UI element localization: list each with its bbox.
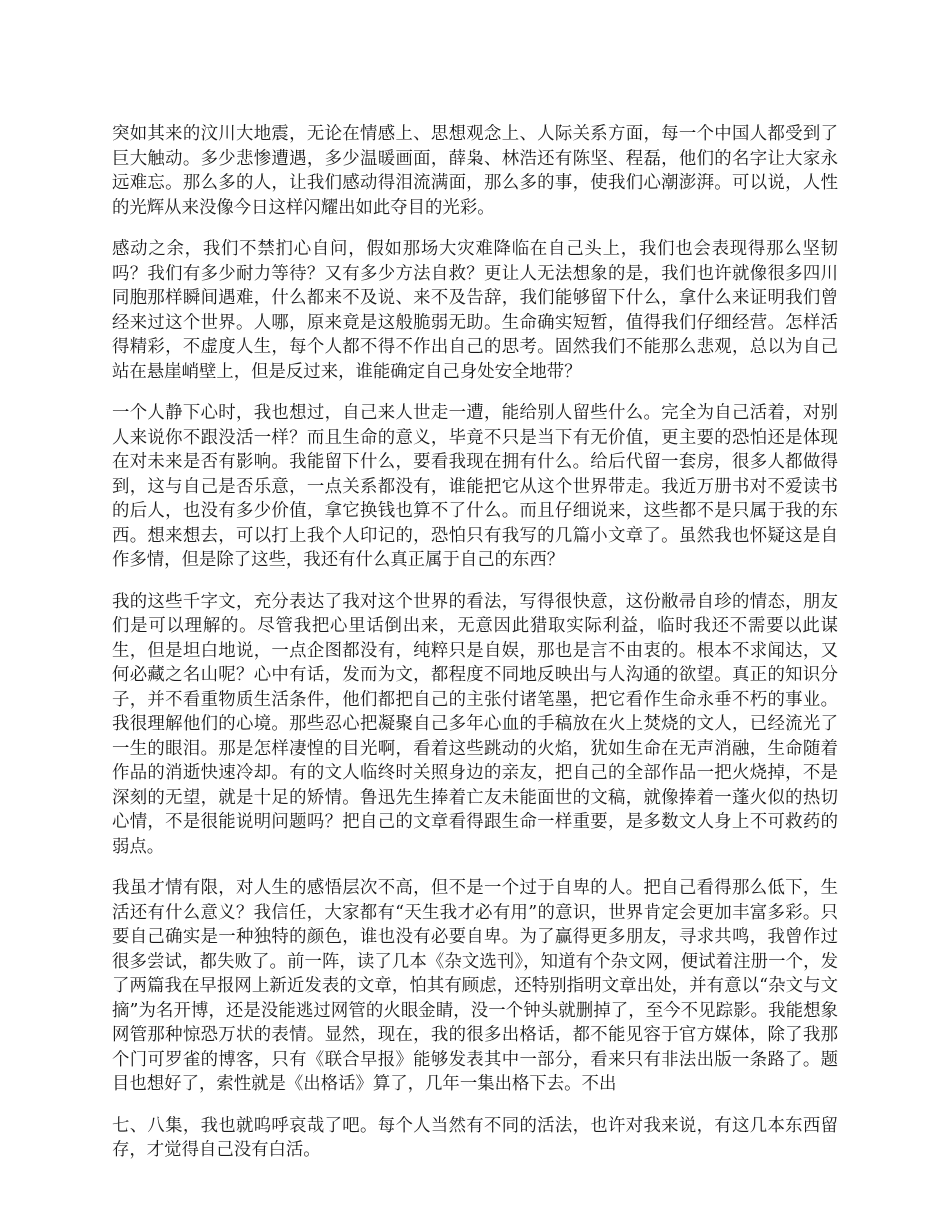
paragraph-3: 一个人静下心时，我也想过，自己来人世走一遭，能给别人留些什么。完全为自己活着，对别人来说你不跟没活一样？而且生命的意义，毕竟不只是当下有无价值，更主要的恐怕还是体现在对未来是否有影响。我能留下什么，要看我现在拥有什么。给后代留一套房，很多人都做得到，这与自己是否乐意，一点关系都没有，谁能把它从这个世界带走。我近万册书对不爱读书的后人，也没有多少价值，拿它换钱也算不了什么。而且仔细说来，这些都不是只属于我的东西。想来想去，可以打上我个人印记的，恐怕只有我写的几篇小文章了。虽然我也怀疑这是自作多情，但是除了这些，我还有什么真正属于自己的东西？ xyxy=(112,403,838,570)
paragraph-1: 突如其来的汶川大地震，无论在情感上、思想观念上、人际关系方面，每一个中国人都受到了巨大触动。多少悲惨遭遇，多少温暖画面，薛枭、林浩还有陈坚、程磊，他们的名字让大家永远难忘。那么多的人，让我们感动得泪流满面，那么多的事，使我们心潮澎湃。可以说，人性的光辉从来没像今日这样闪耀出如此夺目的光彩。 xyxy=(112,124,838,218)
paragraph-6: 七、八集，我也就呜呼哀哉了吧。每个人当然有不同的活法，也许对我来说，有这几本东西留存，才觉得自己没有白活。 xyxy=(112,1115,838,1160)
paragraph-5: 我虽才情有限，对人生的感悟层次不高，但不是一个过于自卑的人。把自己看得那么低下，生活还有什么意义？我信任，大家都有“天生我才必有用”的意识，世界肯定会更加丰富多彩。只要自己确实是一种独特的颜色，谁也没有必要自卑。为了赢得更多朋友，寻求共鸣，我曾作过很多尝试，都失败了。前一阵，读了几本《杂文选刊》，知道有个杂文网，便试着注册一个，发了两篇我在早报网上新近发表的文章，怕其有顾虑，还特别指明文章出处，并有意以“杂文与文摘”为名开博，还是没能逃过网管的火眼金睛，没一个钟头就删掉了，至今不见踪影。我能想象网管那种惊恐万状的表情。显然，现在，我的很多出格话，都不能见容于官方媒体，除了我那个门可罗雀的博客，只有《联合早报》能够发表其中一部分，看来只有非法出版一条路了。题目也想好了，索性就是《出格话》算了，几年一集出格下去。不出 xyxy=(112,878,838,1094)
paragraph-2: 感动之余，我们不禁扪心自问，假如那场大灾难降临在自己头上，我们也会表现得那么坚韧吗？我们有多少耐力等待？又有多少方法自救？更让人无法想象的是，我们也许就像很多四川同胞那样瞬间遇难，什么都来不及说、来不及告辞，我们能够留下什么，拿什么来证明我们曾经来过这个世界。人哪，原来竟是这般脆弱无助。生命确实短暂，值得我们仔细经营。怎样活得精彩，不虚度人生，每个人都不得不作出自己的思考。固然我们不能那么悲观，总以为自己站在悬崖峭壁上，但是反过来，谁能确定自己身处安全地带？ xyxy=(112,239,838,382)
document-body xyxy=(112,122,838,1180)
paragraph-4: 我的这些千字文，充分表达了我对这个世界的看法，写得很快意，这份敝帚自珍的情态，朋友们是可以理解的。尽管我把心里话倒出来，无意因此猎取实际利益，临时我还不需要以此谋生，但是坦白地说，一点企图都没有，纯粹只是自娱，那也是言不由衷的。根本不求闻达，又何必藏之名山呢？心中有话，发而为文，都程度不同地反映出与人沟通的欲望。真正的知识分子，并不看重物质生活条件，他们都把自己的主张付诸笔墨，把它看作生命永垂不朽的事业。我很理解他们的心境。那些忍心把凝聚自己多年心血的手稿放在火上焚烧的文人，已经流光了一生的眼泪。那是怎样凄惶的目光啊，看着这些跳动的火焰，犹如生命在无声消融，生命随着作品的消逝快速冷却。有的文人临终时关照身边的亲友，把自己的全部作品一把火烧掉，不是深刻的无望，就是十足的矫情。鲁迅先生捧着亡友未能面世的文稿，就像捧着一蓬火似的热切心情，不是很能说明问题吗？把自己的文章看得跟生命一样重要，是多数文人身上不可救药的弱点。 xyxy=(112,591,838,857)
